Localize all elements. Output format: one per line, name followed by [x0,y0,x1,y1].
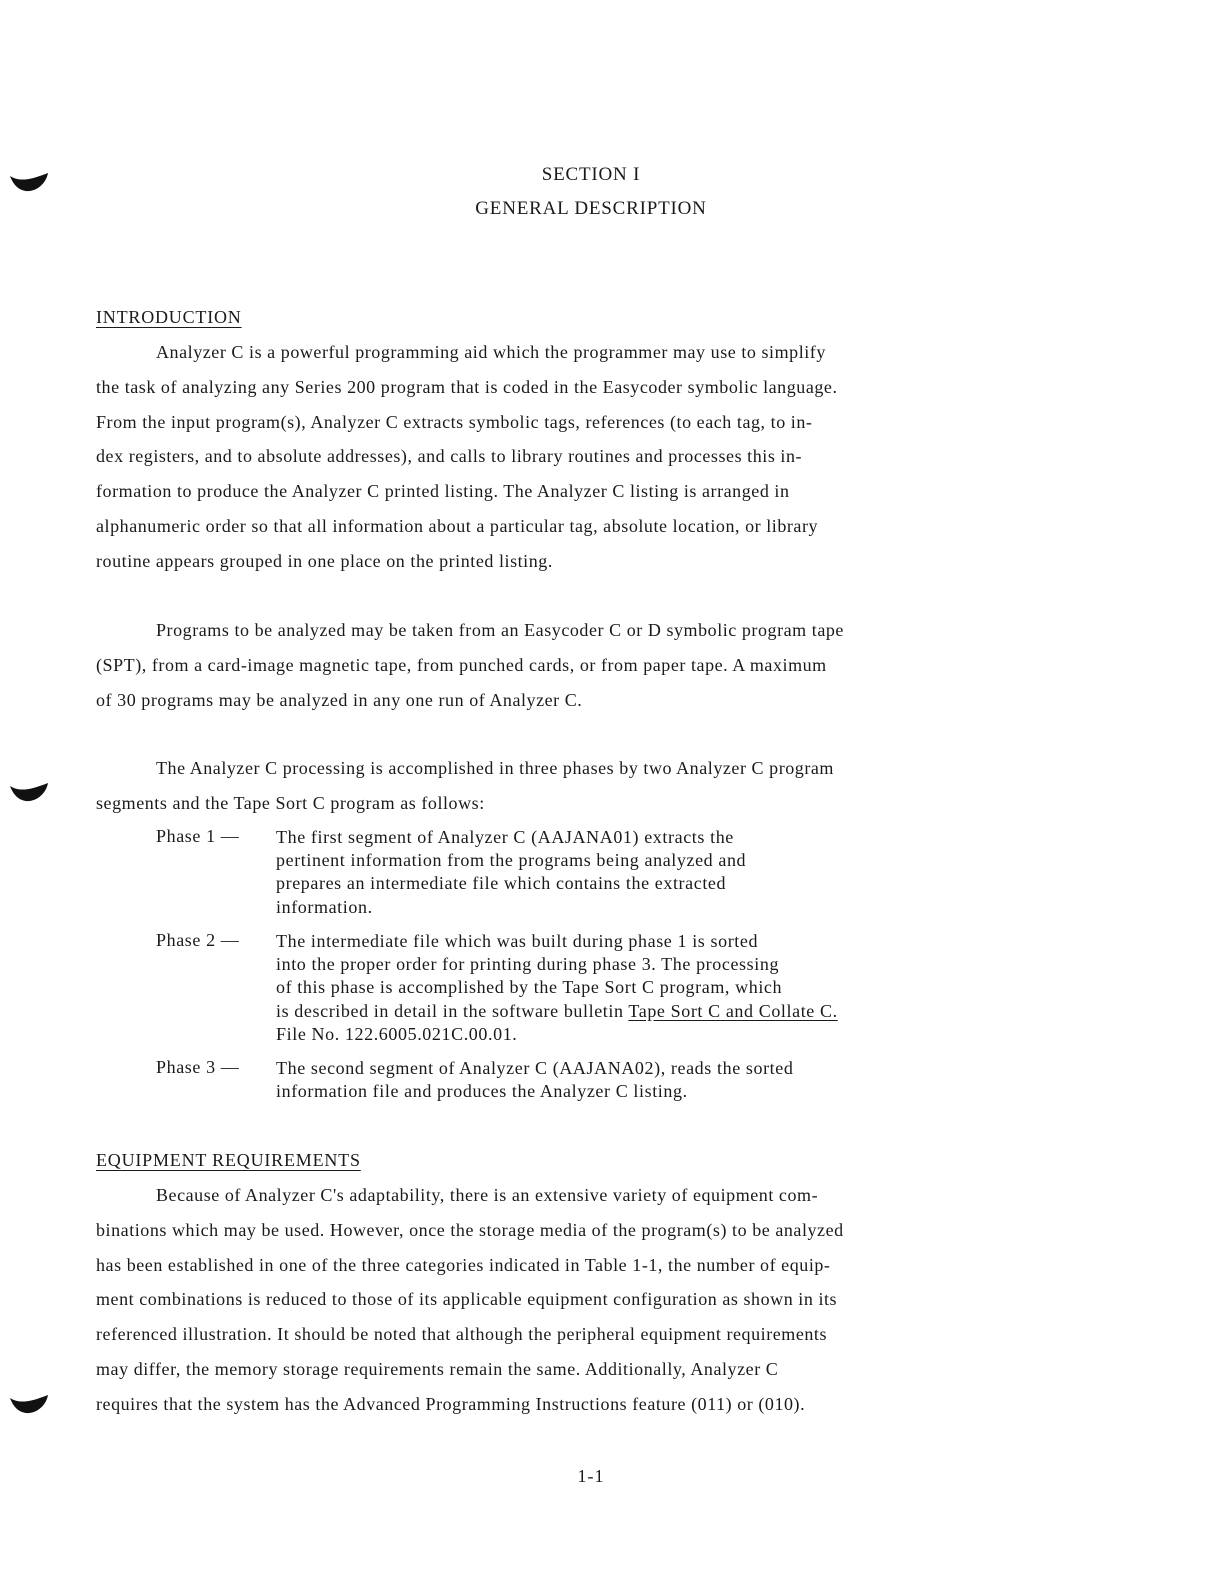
text-line: The second segment of Analyzer C (AAJANA02), reads the sorted [276,1058,794,1078]
introduction-paragraph-2 [96,613,1096,717]
text-line: The Analyzer C processing is accomplished in three phases by two Analyzer C program [156,758,834,778]
binder-punch-mark-icon [8,1392,50,1416]
phase-label: Phase 1 — [156,826,240,846]
text-line: referenced illustration. It should be noted that although the peripheral equipment requirements [96,1324,828,1345]
text-line: of 30 programs may be analyzed in any one run of Analyzer C. [96,689,583,710]
text-line: requires that the system has the Advanced Programming Instructions feature (011) or (010). [96,1393,806,1414]
introduction-paragraph-3 [96,751,1096,821]
text-line: into the proper order for printing during phase 3. The processing [276,954,780,975]
text-line: of this phase is accomplished by the Tape Sort C program, which [276,977,783,998]
text-line: alphanumeric order so that all information about a particular tag, absolute location, or library [96,515,819,536]
binder-punch-mark-icon [8,780,50,804]
text-line: Because of Analyzer C's adaptability, there is an extensive variety of equipment com- [156,1185,819,1205]
phase-description [276,930,838,1046]
text-line [276,1000,838,1023]
text-line: (SPT), from a card-image magnetic tape, from punched cards, or from paper tape. A maximum [96,654,827,675]
text-line: binations which may be used. However, once the storage media of the program(s) to be analyzed [96,1219,844,1240]
text-line: ment combinations is reduced to those of its applicable equipment configuration as shown in its [96,1289,838,1310]
phase-description [276,826,746,919]
text-line: may differ, the memory storage requirements remain the same. Additionally, Analyzer C [96,1358,779,1379]
text-line: From the input program(s), Analyzer C extracts symbolic tags, references (to each tag, to in- [96,411,813,432]
text-line: The first segment of Analyzer C (AAJANA01) extracts the [276,827,734,847]
text-line: the task of analyzing any Series 200 program that is coded in the Easycoder symbolic language. [96,376,838,397]
phase-description [276,1057,793,1103]
text-fragment: is described in detail in the software bulletin [276,1000,629,1021]
text-line: pertinent information from the programs being analyzed and [276,850,747,871]
equipment-paragraph [96,1178,1096,1422]
text-line: formation to produce the Analyzer C printed listing. The Analyzer C listing is arranged in [96,481,790,502]
section-title: GENERAL DESCRIPTION [475,198,707,219]
text-line: File No. 122.6005.021C.00.01. [276,1023,518,1044]
introduction-heading: INTRODUCTION [96,307,242,327]
text-line: Analyzer C is a powerful programming aid which the programmer may use to simplify [156,342,826,362]
equipment-heading: EQUIPMENT REQUIREMENTS [96,1150,361,1170]
text-line: has been established in one of the three categories indicated in Table 1-1, the number of equip- [96,1254,831,1275]
text-line: information. [276,896,373,917]
bulletin-title-link: Tape Sort C and Collate C. [628,1000,838,1021]
text-line: The intermediate file which was built during phase 1 is sorted [276,931,759,951]
phase-label: Phase 2 — [156,930,240,950]
page-number: 1-1 [577,1466,605,1486]
text-line: dex registers, and to absolute addresses), and calls to library routines and processes this in- [96,446,803,467]
text-line: prepares an intermediate file which contains the extracted [276,873,727,894]
text-line: information file and produces the Analyzer C listing. [276,1081,688,1102]
text-line: segments and the Tape Sort C program as follows: [96,792,485,813]
phase-label: Phase 3 — [156,1057,240,1077]
section-number: SECTION I [541,164,641,185]
text-line: routine appears grouped in one place on the printed listing. [96,550,553,571]
text-line: Programs to be analyzed may be taken from an Easycoder C or D symbolic program tape [156,620,844,640]
introduction-paragraph-1 [96,335,1096,579]
